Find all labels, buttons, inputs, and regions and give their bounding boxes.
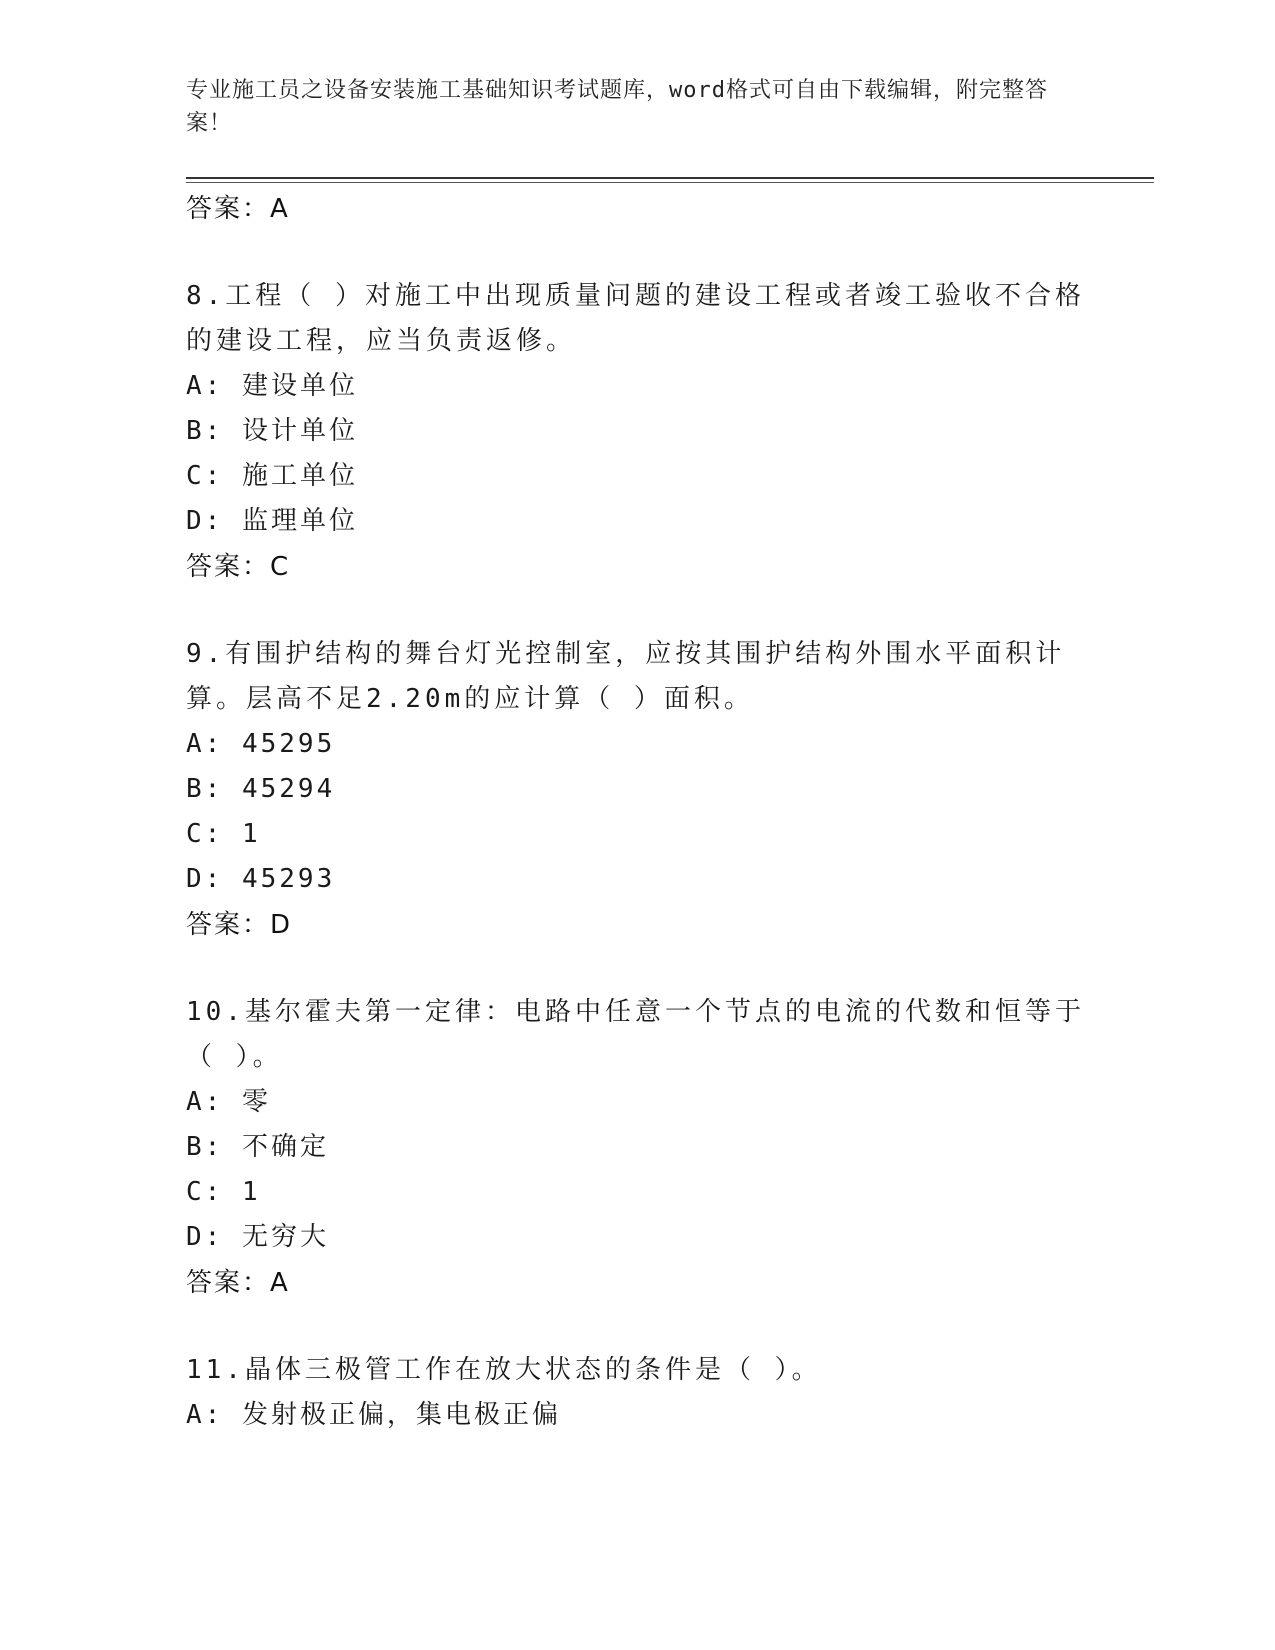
option-c: C: 施工单位 xyxy=(186,461,358,491)
question-stem: 9.有围护结构的舞台灯光控制室，应按其围护结构外围水平面积计算。层高不足2.20m的应计算（ ）面积。 xyxy=(186,639,1066,714)
question-block xyxy=(186,632,1086,948)
question-block xyxy=(186,274,1086,590)
answer-line: 答案：D xyxy=(186,910,293,940)
option-d: D: 监理单位 xyxy=(186,506,358,536)
question-stem: 8.工程（ ）对施工中出现质量问题的建设工程或者竣工验收不合格的建设工程，应当负责返修。 xyxy=(186,281,1085,356)
option-d: D: 无穷大 xyxy=(186,1222,329,1252)
header-divider-thin xyxy=(186,182,1154,183)
answer-line: 答案：A xyxy=(186,1268,290,1298)
question-list xyxy=(186,186,1086,1438)
question-block xyxy=(186,990,1086,1306)
option-a: A: 发射极正偏，集电极正偏 xyxy=(186,1400,561,1430)
answer-line: 答案：C xyxy=(186,552,291,582)
option-b: B: 设计单位 xyxy=(186,416,358,446)
option-a: A: 45295 xyxy=(186,729,336,759)
question-block xyxy=(186,1348,1086,1438)
option-a: A: 建设单位 xyxy=(186,371,358,401)
option-d: D: 45293 xyxy=(186,864,336,894)
option-b: B: 45294 xyxy=(186,774,336,804)
option-a: A: 零 xyxy=(186,1087,271,1117)
option-b: B: 不确定 xyxy=(186,1132,329,1162)
question-stem: 10.基尔霍夫第一定律：电路中任意一个节点的电流的代数和恒等于（ ）。 xyxy=(186,997,1085,1072)
answer-line: 答案：A xyxy=(186,194,290,224)
header-divider xyxy=(186,177,1154,179)
page-header-text: 专业施工员之设备安装施工基础知识考试题库，word格式可自由下载编辑，附完整答案！ xyxy=(186,78,1048,136)
question-stem: 11.晶体三极管工作在放大状态的条件是（ ）。 xyxy=(186,1355,822,1385)
option-c: C: 1 xyxy=(186,1177,261,1207)
option-c: C: 1 xyxy=(186,819,261,849)
